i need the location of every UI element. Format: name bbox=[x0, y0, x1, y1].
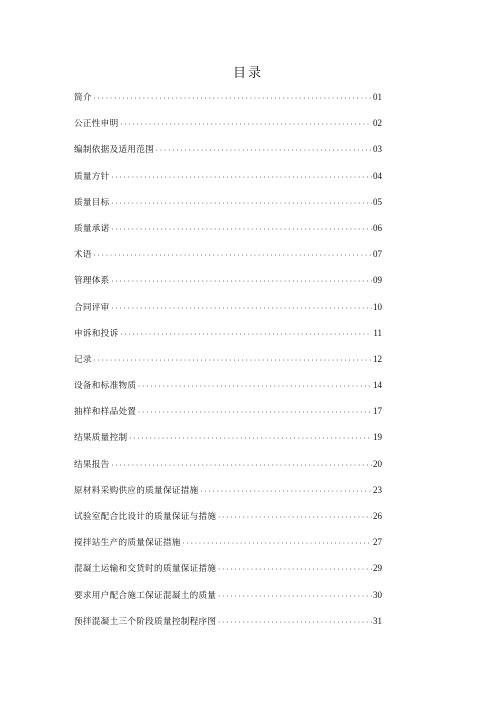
toc-entry-page: 09 bbox=[373, 275, 382, 286]
toc-entry[interactable] bbox=[74, 562, 382, 588]
toc-entry-page: 30 bbox=[373, 589, 382, 600]
toc-entry-label: 质量目标 bbox=[74, 197, 110, 208]
dot-leader bbox=[137, 407, 372, 419]
toc-entry-page: 06 bbox=[373, 222, 382, 233]
toc-entry-page: 01 bbox=[373, 92, 382, 102]
toc-entry-page: 02 bbox=[373, 118, 382, 129]
toc-entry-label: 原材料采购供应的质量保证措施 bbox=[74, 485, 199, 496]
dot-leader bbox=[217, 564, 372, 576]
toc-entry-page: 12 bbox=[373, 353, 382, 364]
toc-entry[interactable] bbox=[74, 353, 382, 379]
dot-leader bbox=[200, 486, 372, 498]
dot-leader bbox=[217, 591, 372, 603]
toc-entry-label: 申诉和投诉 bbox=[74, 328, 119, 339]
toc-entry-page: 07 bbox=[373, 249, 382, 260]
toc-entry-label: 记录 bbox=[74, 354, 92, 365]
toc-entry-label: 试验室配合比设计的质量保证与措施 bbox=[74, 512, 217, 522]
dot-leader bbox=[217, 512, 372, 524]
toc-entry-page: 27 bbox=[373, 537, 382, 548]
toc-entry-label: 结果质量控制 bbox=[74, 433, 128, 444]
toc-entry[interactable] bbox=[74, 248, 382, 274]
dot-leader bbox=[111, 460, 372, 472]
toc-entry-label: 合同评审 bbox=[74, 302, 110, 313]
toc-entry[interactable] bbox=[74, 117, 382, 143]
toc-entry[interactable] bbox=[74, 484, 382, 510]
toc-entry-label: 搅拌站生产的质量保证措施 bbox=[74, 538, 181, 549]
toc-entry-page: 17 bbox=[373, 406, 382, 417]
toc-entry-page: 26 bbox=[373, 511, 382, 521]
toc-entry[interactable] bbox=[74, 170, 382, 196]
toc-entry-page: 31 bbox=[373, 615, 382, 626]
toc-entry-label: 预拌混凝土三个阶段质量控制程序图 bbox=[74, 616, 217, 627]
toc-entry-page: 03 bbox=[373, 144, 382, 155]
toc-entry-label: 质量承诺 bbox=[74, 223, 110, 234]
dot-leader bbox=[93, 355, 372, 367]
toc-entry[interactable] bbox=[74, 510, 382, 536]
dot-leader bbox=[111, 224, 372, 236]
dot-leader bbox=[182, 538, 372, 550]
toc-entry-label: 术语 bbox=[74, 250, 92, 261]
toc-entry[interactable] bbox=[74, 458, 382, 484]
toc-entry-label: 要求用户配合施工保证混凝土的质量 bbox=[74, 590, 217, 601]
dot-leader bbox=[155, 145, 372, 157]
table-of-contents bbox=[74, 91, 382, 641]
toc-entry-page: 05 bbox=[373, 196, 382, 207]
dot-leader bbox=[111, 276, 372, 288]
toc-entry-page: 10 bbox=[373, 301, 382, 312]
dot-leader bbox=[217, 617, 372, 629]
dot-leader bbox=[111, 172, 372, 184]
toc-entry-label: 结果报告 bbox=[74, 459, 110, 470]
toc-entry[interactable] bbox=[74, 431, 382, 457]
toc-entry-label: 质量方针 bbox=[74, 171, 110, 182]
toc-entry-page: 29 bbox=[373, 563, 382, 574]
toc-entry-page: 20 bbox=[373, 458, 382, 469]
toc-entry-page: 23 bbox=[373, 484, 382, 495]
toc-entry-page: 11 bbox=[373, 327, 382, 338]
toc-entry[interactable] bbox=[74, 91, 382, 117]
toc-entry[interactable] bbox=[74, 143, 382, 169]
dot-leader bbox=[93, 93, 372, 105]
toc-entry[interactable] bbox=[74, 196, 382, 222]
toc-entry[interactable] bbox=[74, 589, 382, 615]
toc-entry[interactable] bbox=[74, 222, 382, 248]
toc-entry-label: 公正性申明 bbox=[74, 119, 119, 130]
dot-leader bbox=[137, 381, 372, 393]
dot-leader bbox=[128, 433, 372, 445]
toc-entry-label: 混凝土运输和交货时的质量保证措施 bbox=[74, 564, 217, 575]
toc-entry-page: 19 bbox=[373, 432, 382, 443]
dot-leader bbox=[119, 119, 372, 131]
toc-title: 目录 bbox=[232, 66, 263, 81]
toc-entry[interactable] bbox=[74, 379, 382, 405]
toc-entry-label: 管理体系 bbox=[74, 276, 110, 287]
toc-entry[interactable] bbox=[74, 405, 382, 431]
toc-entry[interactable] bbox=[74, 274, 382, 300]
dot-leader bbox=[119, 329, 372, 341]
toc-entry[interactable] bbox=[74, 615, 382, 641]
toc-entry[interactable] bbox=[74, 301, 382, 327]
dot-leader bbox=[111, 303, 372, 315]
toc-entry-page: 04 bbox=[373, 170, 382, 181]
toc-entry-label: 抽样和样品处置 bbox=[74, 407, 137, 418]
toc-entry-label: 编制依据及适用范围 bbox=[74, 145, 155, 156]
toc-entry[interactable] bbox=[74, 536, 382, 562]
toc-entry-page: 14 bbox=[373, 380, 382, 391]
dot-leader bbox=[111, 198, 372, 210]
toc-entry-label: 简介 bbox=[74, 93, 92, 103]
toc-entry[interactable] bbox=[74, 327, 382, 353]
dot-leader bbox=[93, 250, 372, 262]
toc-entry-label: 设备和标准物质 bbox=[74, 381, 137, 392]
